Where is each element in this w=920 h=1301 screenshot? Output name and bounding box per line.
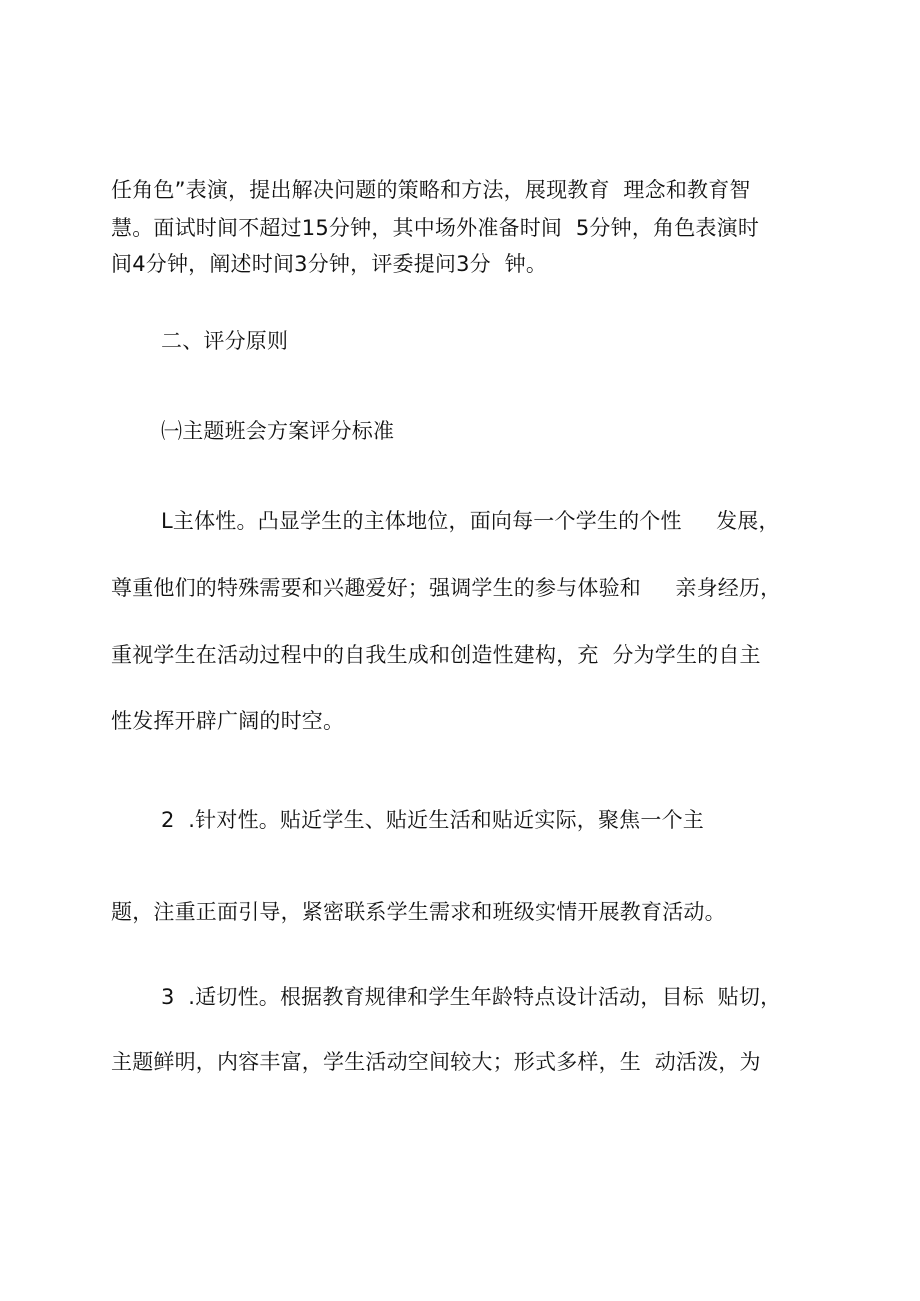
list-item-line: 重视学生在活动过程中的自我生成和创造性建构，充 分为学生的自主: [111, 643, 761, 667]
paragraph-line: 间4分钟，阐述时间3分钟，评委提问3分 钟。: [111, 252, 548, 276]
list-item-line: 3 .适切性。根据教育规律和学生年龄特点设计活动，目标 贴切，: [161, 985, 782, 1009]
list-item-line: L主体性。凸显学生的主体地位，面向每一个学生的个性 发展，: [161, 509, 780, 533]
list-item-line: 2 .针对性。贴近学生、贴近生活和贴近实际，聚焦一个主: [161, 808, 704, 832]
list-item-line: 主题鲜明，内容丰富，学生活动空间较大；形式多样，生 动活泼，为: [111, 1050, 761, 1074]
list-item-line: 题，注重正面引导，紧密联系学生需求和班级实情开展教育活动。: [111, 900, 726, 924]
section-heading: 二、评分原则: [161, 329, 289, 353]
paragraph-line: 慧。面试时间不超过15分钟，其中场外准备时间 5分钟，角色表演时: [111, 216, 760, 240]
list-item-line: 性发挥开辟广阔的时空。: [111, 709, 345, 733]
list-item-line: 尊重他们的特殊需要和兴趣爱好；强调学生的参与体验和 亲身经历，: [111, 576, 782, 600]
subsection-heading: ㈠主题班会方案评分标准: [161, 419, 395, 443]
paragraph-line: 任角色”表演，提出解决问题的策略和方法，展现教育 理念和教育智: [111, 178, 751, 202]
